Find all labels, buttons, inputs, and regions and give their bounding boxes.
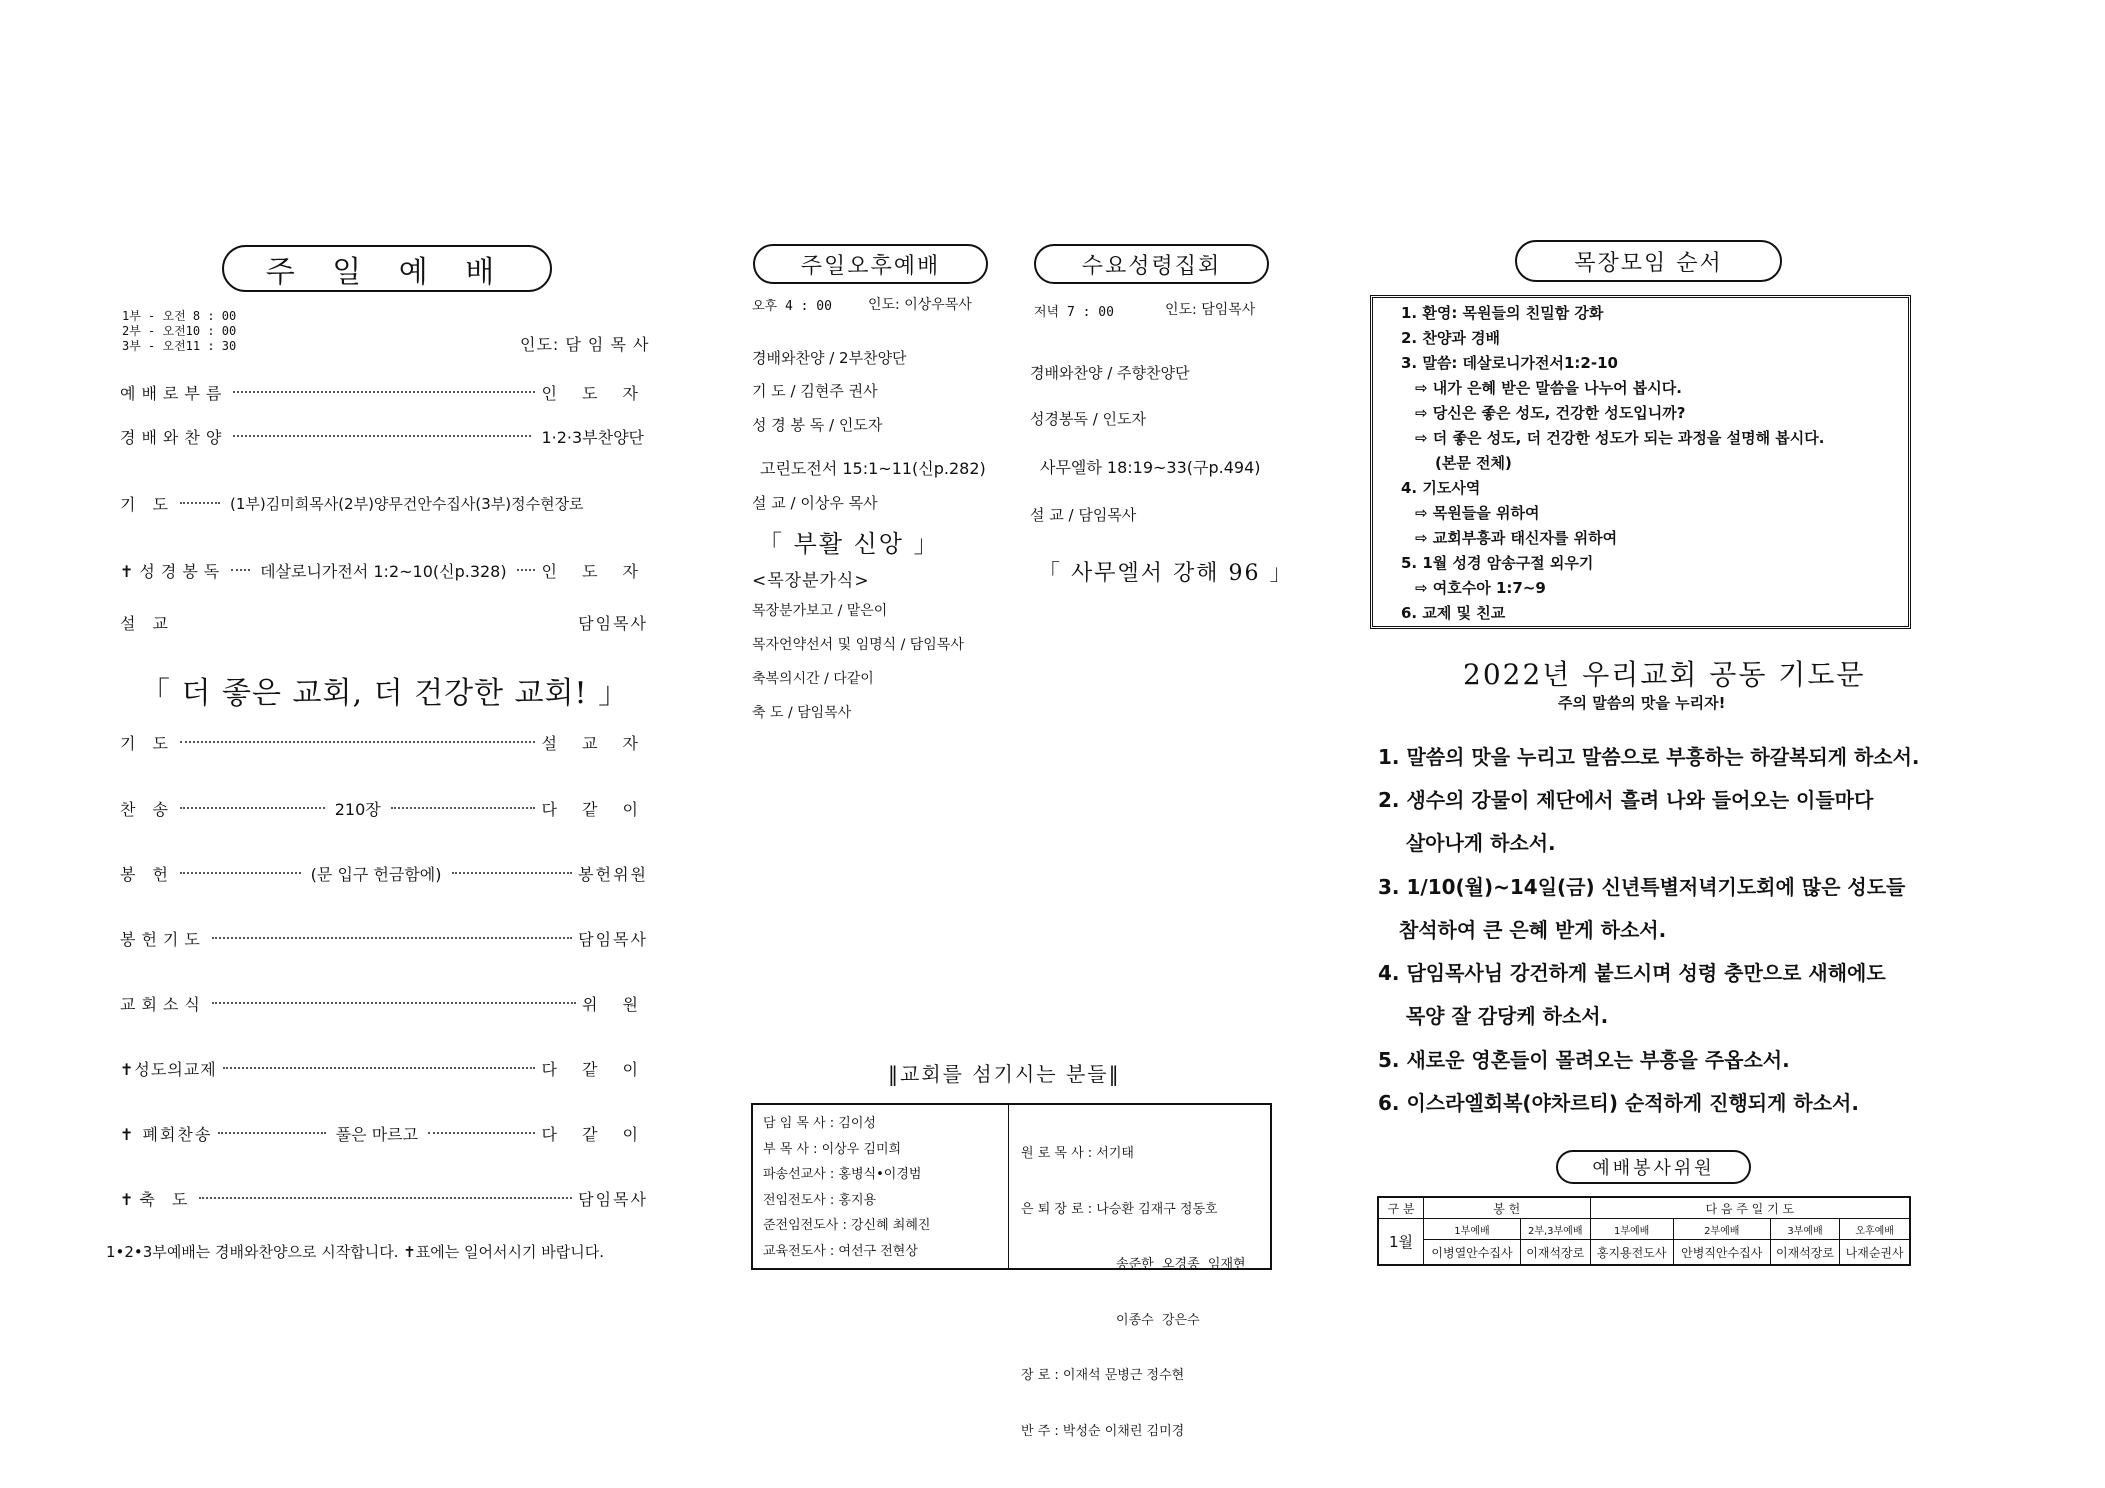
main-leader: 인도: 담 임 목 사	[520, 335, 650, 354]
order-row	[120, 796, 648, 820]
meeting-line: 3. 말씀: 데살로니가전서1:2-10	[1401, 354, 1618, 372]
staff-line: 교육전도사 : 여선구 전현상	[763, 1243, 918, 1259]
prayer-line: 살아나게 하소서.	[1378, 831, 1556, 855]
order-label: 설 교	[120, 613, 174, 633]
order-right: 담임목사	[578, 929, 648, 949]
service-table	[1377, 1196, 1911, 1266]
meeting-line: ⇨ 여호수아 1:7~9	[1415, 579, 1546, 597]
staff-line: 부 목 사 : 이상우 김미희	[763, 1141, 902, 1157]
sub-header: 2부,3부예배	[1520, 1219, 1590, 1240]
time-1: 1부 - 오전 8 : 00	[122, 309, 237, 323]
order-label: 기 도	[120, 494, 174, 514]
sermon-title: 「 더 좋은 교회, 더 건강한 교회! 」	[140, 676, 630, 711]
order-row	[120, 730, 648, 754]
wednesday-sermon-title: 「 사무엘서 강해 96 」	[1038, 561, 1294, 586]
prayer-title: 2022년 우리교회 공동 기도문	[1463, 658, 1866, 691]
month-cell: 1월	[1378, 1219, 1424, 1266]
order-label: ✝성도의교제	[120, 1059, 217, 1079]
order-label: 교회소식	[120, 994, 206, 1014]
wednesday-leader: 인도: 담임목사	[1165, 302, 1256, 318]
staff-line: 준전임전도사 : 강신혜 최혜진	[763, 1218, 931, 1233]
staff-line: 반 주 : 박성순 이채린 김미경	[1021, 1423, 1185, 1439]
prayer-line: 6. 이스라엘회복(야차르티) 순적하게 진행되게 하소서.	[1378, 1091, 1859, 1115]
prayer-line: 4. 담임목사님 강건하게 붙드시며 성령 충만으로 새해에도	[1378, 961, 1886, 985]
name-cell: 이재석장로	[1770, 1240, 1840, 1266]
prayer-line: 1. 말씀의 맛을 누리고 말씀으로 부흥하는 하갈복되게 하소서.	[1378, 745, 1920, 769]
meeting-line: 1. 환영: 목원들의 친밀함 강화	[1401, 304, 1604, 322]
cell-meeting-title: 목장모임 순서	[1515, 240, 1782, 282]
order-mid: 210장	[334, 799, 381, 819]
sub-header: 3부예배	[1770, 1219, 1840, 1240]
order-mid: (문 입구 헌금함에)	[310, 864, 442, 884]
prayer-line: 5. 새로운 영혼들이 몰려오는 부흥을 주옵소서.	[1378, 1048, 1790, 1072]
cell-item: 목자언약선서 및 임명식 / 담임목사	[752, 637, 964, 653]
staff-heading: ‖교회를 섬기시는 분들‖	[888, 1062, 1121, 1086]
order-right: 인 도 자	[541, 383, 648, 403]
sub-header: 2부예배	[1673, 1219, 1770, 1240]
meeting-line: ⇨ 교회부흥과 태신자를 위하여	[1415, 529, 1618, 547]
staff-line: 이종수 강은수	[1021, 1312, 1200, 1328]
cell-item: 축복의시간 / 다같이	[752, 671, 874, 687]
order-row	[120, 1056, 648, 1080]
order-right: 설 교 자	[541, 733, 648, 753]
time-3: 3부 - 오전11 : 30	[122, 339, 237, 353]
main-service-title: 주 일 예 배	[222, 245, 552, 292]
name-cell: 나재순권사	[1840, 1240, 1910, 1266]
header-next-prayer: 다 음 주 일 기 도	[1590, 1197, 1910, 1219]
order-right: 담임목사	[578, 1189, 648, 1209]
meeting-line: (본문 전체)	[1435, 454, 1512, 472]
order-row	[120, 991, 648, 1015]
meeting-line: 4. 기도사역	[1401, 479, 1481, 497]
wednesday-item: 경배와찬양 / 주향찬양단	[1030, 364, 1190, 382]
afternoon-scripture: 고린도전서 15:1~11(신p.282)	[760, 459, 986, 478]
afternoon-item: 성 경 봉 독 / 인도자	[752, 416, 883, 434]
prayer-line: 목양 잘 감당케 하소서.	[1378, 1004, 1609, 1028]
afternoon-item: 경배와찬양 / 2부찬양단	[752, 349, 907, 367]
meeting-line: 2. 찬양과 경배	[1401, 329, 1501, 347]
cell-item: 목장분가보고 / 맡은이	[752, 603, 888, 619]
order-row	[120, 1121, 648, 1145]
order-mid: 풀은 마르고	[335, 1124, 419, 1144]
order-row	[120, 1186, 648, 1210]
service-times	[122, 309, 236, 354]
order-label: 찬 송	[120, 799, 174, 819]
sub-header: 오후예배	[1840, 1219, 1910, 1240]
order-row	[120, 424, 648, 448]
afternoon-sermon-title: 「 부활 신앙 」	[758, 530, 940, 558]
wednesday-service-title: 수요성령집회	[1034, 244, 1269, 284]
order-row	[120, 491, 648, 515]
meeting-line: ⇨ 목원들을 위하여	[1415, 504, 1540, 522]
order-row	[120, 861, 648, 885]
wednesday-item: 성경봉독 / 인도자	[1030, 410, 1147, 428]
staff-line: 파송선교사 : 홍병식•이경범	[763, 1167, 922, 1182]
sub-header: 1부예배	[1590, 1219, 1673, 1240]
prayer-line: 3. 1/10(월)~14일(금) 신년특별저녁기도회에 많은 성도들	[1378, 875, 1906, 899]
order-row	[120, 558, 648, 582]
order-right: 봉헌위원	[578, 864, 648, 884]
order-right: 인 도 자	[541, 561, 649, 581]
order-label: ✝축 도	[120, 1189, 194, 1209]
header-offering: 봉 헌	[1424, 1197, 1591, 1219]
staff-line: 장 로 : 이재석 문병근 정수현	[1021, 1368, 1185, 1383]
order-right: 위 원	[582, 994, 648, 1014]
staff-line: 전임전도사 : 홍지용	[763, 1192, 877, 1208]
name-cell: 이재석장로	[1520, 1240, 1590, 1266]
order-label: 봉 헌	[120, 864, 174, 884]
afternoon-time: 오후 4 : 00	[752, 299, 832, 314]
service-volunteers-title: 예배봉사위원	[1556, 1150, 1751, 1184]
staff-line: 송준한 오경종 임재현	[1021, 1257, 1246, 1272]
order-mid: (1부)김미희목사(2부)양무건안수집사(3부)정수현장로	[230, 494, 584, 513]
cell-item: 축 도 / 담임목사	[752, 705, 852, 721]
prayer-line: 참석하여 큰 은혜 받게 하소서.	[1378, 918, 1667, 942]
wednesday-item: 설 교 / 담임목사	[1030, 506, 1137, 524]
order-label: 경배와찬양	[120, 427, 228, 447]
order-label: 예배로부름	[120, 383, 228, 403]
header-gubun: 구 분	[1378, 1197, 1424, 1219]
time-2: 2부 - 오전10 : 00	[122, 324, 237, 338]
afternoon-service-title: 주일오후예배	[753, 244, 988, 284]
name-cell: 홍지용전도사	[1590, 1240, 1673, 1266]
order-label: ✝성경봉독	[120, 561, 226, 581]
wednesday-time: 저녁 7 : 00	[1034, 305, 1114, 320]
sub-header: 1부예배	[1424, 1219, 1521, 1240]
name-cell: 이병열안수집사	[1424, 1240, 1521, 1266]
cell-meeting-box	[1370, 295, 1911, 629]
cell-heading: <목장분가식>	[752, 571, 870, 591]
meeting-line: ⇨ 더 좋은 성도, 더 건강한 성도가 되는 과정을 설명해 봅시다.	[1415, 429, 1825, 447]
meeting-line: 6. 교제 및 친교	[1401, 604, 1506, 622]
order-right: 다 같 이	[541, 1059, 648, 1079]
order-right: 다 같 이	[541, 1124, 648, 1144]
service-note: 1•2•3부예배는 경배와찬양으로 시작합니다. ✝표에는 일어서시기 바랍니다.	[106, 1243, 604, 1261]
staff-line: 원 로 목 사 : 서기태	[1021, 1146, 1134, 1161]
afternoon-item: 설 교 / 이상우 목사	[752, 494, 878, 512]
order-right: 담임목사	[578, 613, 648, 633]
order-right: 1·2·3부찬양단	[541, 427, 644, 447]
order-label: 봉헌기도	[120, 929, 206, 949]
staff-table	[751, 1103, 1272, 1439]
prayer-line: 2. 생수의 강물이 제단에서 흘려 나와 들어오는 이들마다	[1378, 788, 1874, 812]
prayer-subtitle: 주의 말씀의 맛을 누리자!	[1558, 694, 1726, 712]
meeting-line: 5. 1월 성경 암송구절 외우기	[1401, 554, 1594, 572]
wednesday-scripture: 사무엘하 18:19~33(구p.494)	[1040, 458, 1261, 477]
order-mid: 데살로니가전서 1:2~10(신p.328)	[260, 561, 507, 581]
afternoon-leader: 인도: 이상우목사	[868, 297, 972, 313]
order-row	[120, 926, 648, 950]
staff-line: 담 임 목 사 : 김이성	[763, 1116, 876, 1131]
afternoon-item: 기 도 / 김현주 권사	[752, 382, 878, 400]
meeting-line: ⇨ 내가 은혜 받은 말씀을 나누어 봅시다.	[1415, 379, 1682, 397]
order-label: ✝ 폐회찬송	[120, 1124, 213, 1144]
order-label: 기 도	[120, 733, 174, 753]
order-right: 다 같 이	[541, 799, 649, 819]
meeting-line: ⇨ 당신은 좋은 성도, 건강한 성도입니까?	[1415, 404, 1686, 422]
order-row	[120, 380, 648, 404]
order-row	[120, 610, 648, 634]
staff-line: 은 퇴 장 로 : 나승환 김재구 정동호	[1021, 1201, 1218, 1217]
name-cell: 안병직안수집사	[1673, 1240, 1770, 1266]
